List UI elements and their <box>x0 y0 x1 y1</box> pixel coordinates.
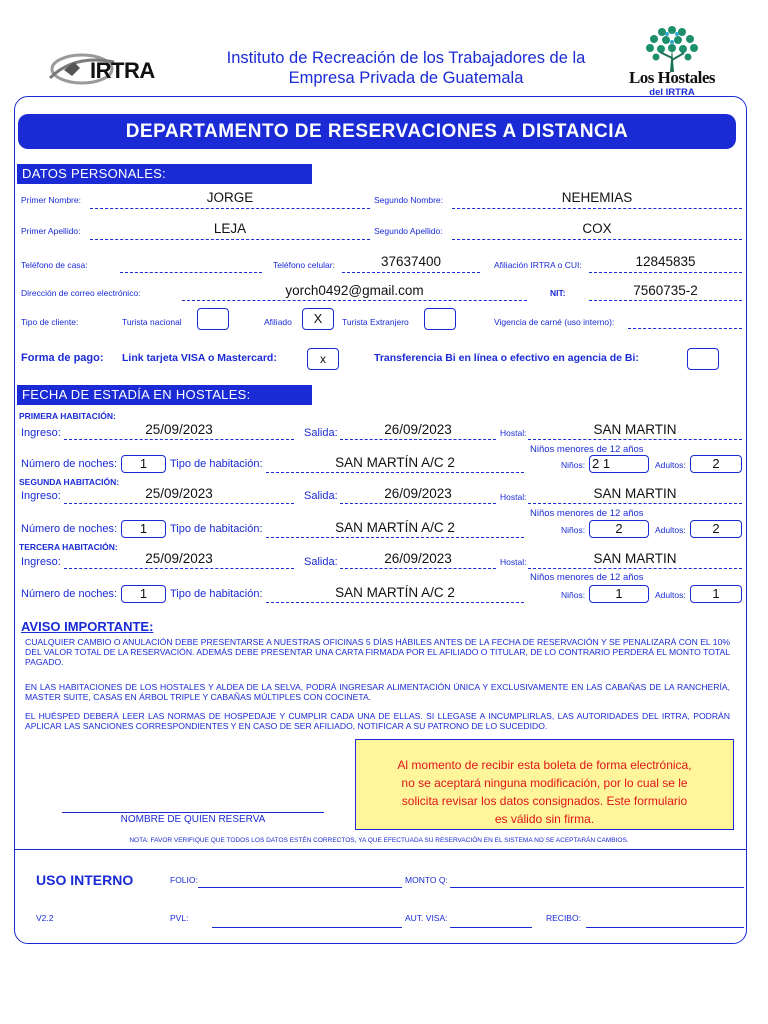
payment-card-label: Link tarjeta VISA o Mastercard: <box>122 352 277 364</box>
room-1-exit-field[interactable]: 26/09/2023 <box>384 422 452 437</box>
room-3-type-label: Tipo de habitación: <box>170 588 263 600</box>
nit-field[interactable]: 7560735-2 <box>633 283 698 298</box>
auth-visa-label: AUT. VISA: <box>405 913 448 923</box>
receipt-label: RECIBO: <box>546 913 581 923</box>
auth-visa-field[interactable] <box>450 927 532 928</box>
room-3-exit-line <box>340 568 496 569</box>
payment-label: Forma de pago: <box>21 352 104 364</box>
room-2-entry-field[interactable]: 25/09/2023 <box>145 486 213 501</box>
second-surname-line <box>452 239 742 240</box>
tourist-foreign-checkbox[interactable] <box>424 308 456 330</box>
room-3-adults-label: Adultos: <box>655 590 686 600</box>
room-2-type-label: Tipo de habitación: <box>170 523 263 535</box>
notice-title: AVISO IMPORTANTE: <box>21 619 154 634</box>
room-3-kids-label: Niños: <box>561 590 586 600</box>
room-3-adults-field[interactable]: 1 <box>690 585 742 603</box>
room-3-type-field[interactable]: SAN MARTÍN A/C 2 <box>335 585 455 600</box>
form-title-bar <box>18 114 736 149</box>
affiliation-line <box>589 272 742 273</box>
folio-label: FOLIO: <box>170 875 198 885</box>
room-3-type-line <box>266 602 524 603</box>
section-personal: DATOS PERSONALES: <box>17 164 312 184</box>
room-2-entry-line <box>64 503 294 504</box>
internal-divider <box>14 849 747 850</box>
folio-field[interactable] <box>198 887 402 888</box>
room-1-type-field[interactable]: SAN MARTÍN A/C 2 <box>335 455 455 470</box>
hostales-logo-subtitle: del IRTRA <box>649 87 695 98</box>
notice-paragraph-2: EN LAS HABITACIONES DE LOS HOSTALES Y ALDEA DE LA SELVA, PODRÁ INGRESAR ALIMENTACIÓN ÚNICA Y EXCLUSIVAMENTE EN LAS CABAÑAS DE LA RANCHERÍA, MASTER SUITE, CASAS EN ÁRBOL TRIPLE Y CABAÑAS MÚLTIPLES CON COCINETA. <box>25 682 730 702</box>
institute-line-2: Empresa Privada de Guatemala <box>288 69 524 87</box>
room-1-hostal-line <box>528 439 742 440</box>
second-surname-label: Segundo Apellido: <box>374 226 443 236</box>
room-3-exit-label: Salida: <box>304 556 338 568</box>
room-3-hostal-field[interactable]: SAN MARTIN <box>593 551 677 566</box>
home-phone-label: Teléfono de casa: <box>21 260 88 270</box>
room-1-exit-line <box>340 439 496 440</box>
room-2-kids-label: Niños: <box>561 525 586 535</box>
receipt-field[interactable] <box>586 927 744 928</box>
room-1-entry-line <box>64 439 294 440</box>
email-line <box>182 300 527 301</box>
first-surname-label: Primer Apellido: <box>21 226 81 236</box>
affiliate-label: Afiliado <box>264 317 292 327</box>
email-field[interactable]: yorch0492@gmail.com <box>285 283 424 298</box>
room-3-entry-line <box>64 568 294 569</box>
hostales-logo <box>620 22 724 100</box>
cell-phone-label: Teléfono celular: <box>273 260 335 270</box>
nit-line <box>589 300 742 301</box>
client-type-label: Tipo de cliente: <box>21 317 79 327</box>
room-1-kids-note: Niños menores de 12 años <box>530 444 644 455</box>
signature-line <box>62 812 324 813</box>
room-1-type-label: Tipo de habitación: <box>170 458 263 470</box>
room-1-nights-label: Número de noches: <box>21 458 117 470</box>
amount-field[interactable] <box>450 887 744 888</box>
room-2-hostal-label: Hostal: <box>500 492 527 502</box>
room-1-nights-field[interactable]: 1 <box>121 455 166 473</box>
room-2-entry-label: Ingreso: <box>21 490 61 502</box>
institute-line-1: Instituto de Recreación de los Trabajadores de la <box>226 49 586 67</box>
room-1-hostal-field[interactable]: SAN MARTIN <box>593 422 677 437</box>
notice-paragraph-1: CUALQUIER CAMBIO O ANULACIÓN DEBE PRESENTARSE A NUESTRAS OFICINAS 5 DÍAS HÁBILES ANTES DE LA FECHA DE RESERVACIÓN Y SE PENALIZARÁ CON EL 10% DEL VALOR TOTAL DE LA RESERVACIÓN. ADEMÁS DEBE PRESENTAR UNA CARTA FIRMADA POR EL AFILIADO O TITULAR, DE LO CONTRARIO PERDERÁ EL MONTO TOTAL PAGADO. <box>25 637 730 667</box>
second-name-label: Segundo Nombre: <box>374 195 443 205</box>
section-stay: FECHA DE ESTADÍA EN HOSTALES: <box>17 385 312 405</box>
room-1-exit-label: Salida: <box>304 427 338 439</box>
room-2-exit-field[interactable]: 26/09/2023 <box>384 486 452 501</box>
room-1-entry-label: Ingreso: <box>21 427 61 439</box>
tourist-foreign-label: Turista Extranjero <box>342 317 409 327</box>
affiliate-checkbox[interactable]: X <box>302 308 334 330</box>
card-validity-label: Vigencia de carné (uso interno): <box>494 317 615 327</box>
room-2-exit-label: Salida: <box>304 490 338 502</box>
amount-label: MONTO Q: <box>405 875 448 885</box>
cell-phone-field[interactable]: 37637400 <box>380 254 442 269</box>
tourist-national-label: Turista nacional <box>122 317 182 327</box>
room-3-title: TERCERA HABITACIÓN: <box>19 542 118 552</box>
room-3-hostal-label: Hostal: <box>500 557 527 567</box>
electronic-notice-box <box>355 739 734 830</box>
room-3-entry-field[interactable]: 25/09/2023 <box>145 551 213 566</box>
room-3-entry-label: Ingreso: <box>21 556 61 568</box>
form-title: DEPARTAMENTO DE RESERVACIONES A DISTANCIA <box>125 121 629 142</box>
internal-title: USO INTERNO <box>36 872 134 888</box>
room-2-kids-field[interactable]: 2 <box>589 520 649 538</box>
pvl-label: PVL: <box>170 913 189 923</box>
room-2-hostal-field[interactable]: SAN MARTIN <box>593 486 677 501</box>
first-surname-line <box>90 239 370 240</box>
hostales-logo-title: Los Hostales <box>628 68 716 87</box>
room-1-hostal-label: Hostal: <box>500 428 527 438</box>
room-1-adults-field[interactable]: 2 <box>690 455 742 473</box>
email-label: Dirección de correo electrónico: <box>21 288 141 298</box>
card-validity-line <box>628 328 742 329</box>
electronic-notice-text: Al momento de recibir esta boleta de forma electrónica, no se aceptará ninguna modificación, por lo cual se le solicita revisar los datos consignados. Este formulario es válido sin firma. <box>397 758 692 826</box>
tourist-national-checkbox[interactable] <box>197 308 229 330</box>
institute-name <box>196 48 616 88</box>
room-2-adults-label: Adultos: <box>655 525 686 535</box>
room-1-kids-label: Niños: <box>561 460 586 470</box>
pvl-field[interactable] <box>212 927 402 928</box>
affiliation-label: Afiliación IRTRA o CUI: <box>494 260 582 270</box>
first-surname-field[interactable]: LEJA <box>213 221 247 236</box>
room-2-title: SEGUNDA HABITACIÓN: <box>19 477 120 487</box>
room-1-type-line <box>266 472 524 473</box>
room-2-kids-note: Niños menores de 12 años <box>530 508 644 519</box>
signature-label: NOMBRE DE QUIEN RESERVA <box>120 814 266 825</box>
footnote: NOTA: FAVOR VERIFIQUE QUE TODOS LOS DATOS ESTÉN CORRECTOS, YA QUE EFECTUADA SU RESERVACIÓN EN EL SISTEMA NO SE ACEPTARÁN CAMBIOS. <box>129 837 629 844</box>
room-2-nights-label: Número de noches: <box>21 523 117 535</box>
home-phone-line <box>120 272 262 273</box>
first-name-label: Primer Nombre: <box>21 195 81 205</box>
room-2-hostal-line <box>528 503 742 504</box>
room-2-exit-line <box>340 503 496 504</box>
affiliation-field[interactable]: 12845835 <box>635 254 696 269</box>
irtra-logo <box>44 48 184 90</box>
second-surname-field[interactable]: COX <box>582 221 612 236</box>
room-1-adults-label: Adultos: <box>655 460 686 470</box>
room-2-type-field[interactable]: SAN MARTÍN A/C 2 <box>335 520 455 535</box>
first-name-line <box>90 208 370 209</box>
room-3-nights-label: Número de noches: <box>21 588 117 600</box>
payment-card-checkbox[interactable]: x <box>307 348 339 370</box>
nit-label: NIT: <box>550 288 566 298</box>
second-name-field[interactable]: NEHEMIAS <box>561 190 633 205</box>
room-2-type-line <box>266 537 524 538</box>
first-name-field[interactable]: JORGE <box>206 190 254 205</box>
version-label: V2.2 <box>36 913 54 923</box>
tree-icon <box>620 22 724 74</box>
cell-phone-line <box>342 272 480 273</box>
room-2-nights-field[interactable]: 1 <box>121 520 166 538</box>
room-3-kids-note: Niños menores de 12 años <box>530 572 644 583</box>
room-3-nights-field[interactable]: 1 <box>121 585 166 603</box>
notice-paragraph-3: EL HUÉSPED DEBERÁ LEER LAS NORMAS DE HOSPEDAJE Y CUMPLIR CADA UNA DE ELLAS. SI LLEGASE A INCUMPLIRLAS, LAS AUTORIDADES DEL IRTRA, PODRÁN APLICAR LAS SANCIONES CORRESPONDIENTES Y EN CASO DE SER AFILIADO, NOTIFICAR A SU PATRONO DE LO SUCEDIDO. <box>25 711 730 731</box>
room-1-title: PRIMERA HABITACIÓN: <box>19 411 116 421</box>
payment-transfer-checkbox[interactable] <box>687 348 719 370</box>
room-3-hostal-line <box>528 568 742 569</box>
second-name-line <box>452 208 742 209</box>
room-3-kids-field[interactable]: 1 <box>589 585 649 603</box>
room-2-adults-field[interactable]: 2 <box>690 520 742 538</box>
irtra-logo-text: IRTRA <box>90 58 155 83</box>
room-1-kids-field[interactable]: 2 1 <box>589 455 649 473</box>
payment-transfer-label: Transferencia Bi en línea o efectivo en agencia de Bi: <box>374 352 639 364</box>
room-3-exit-field[interactable]: 26/09/2023 <box>384 551 452 566</box>
room-1-entry-field[interactable]: 25/09/2023 <box>145 422 213 437</box>
